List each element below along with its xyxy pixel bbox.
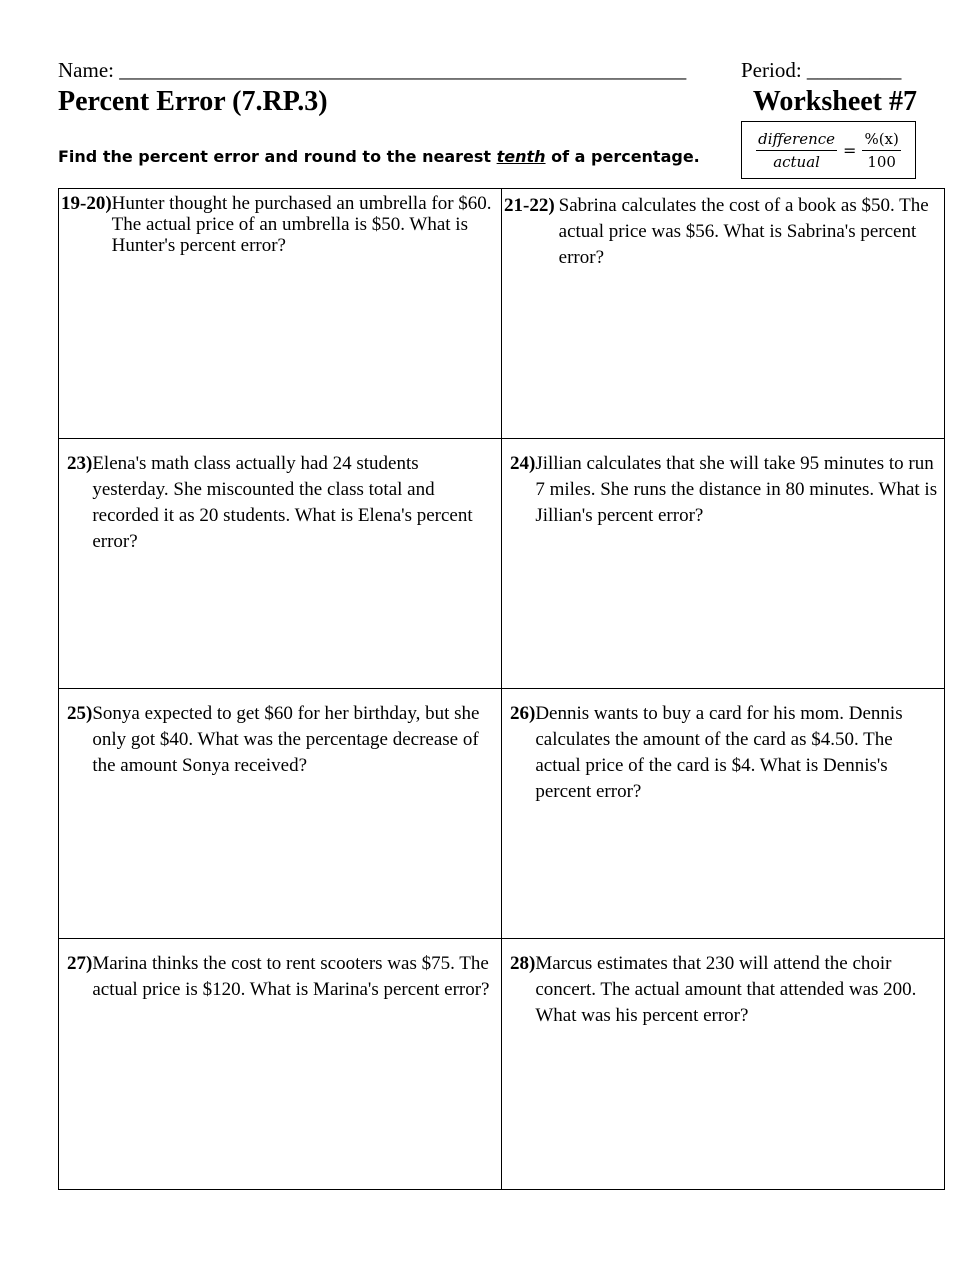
problem-text: Sabrina calculates the cost of a book as $50. The actual price was $56. What is Sabrina's percent error? bbox=[558, 195, 929, 268]
problem-number: 28) bbox=[510, 953, 536, 974]
problem-cell[interactable] bbox=[59, 689, 502, 939]
problem-item bbox=[67, 951, 495, 1003]
problem-grid bbox=[58, 188, 945, 1190]
problem-text: Marina thinks the cost to rent scooters was $75. The actual price is $120. What is Marina's percent error? bbox=[92, 953, 490, 1000]
problem-item bbox=[67, 451, 495, 555]
name-field-label: Name: ______________________________________________________ bbox=[58, 58, 687, 82]
right-denominator: 100 bbox=[867, 152, 896, 171]
problem-text: Hunter thought he purchased an umbrella for $60. The actual price of an umbrella is $50. What is Hunter's percent error? bbox=[111, 193, 492, 256]
problem-text: Dennis wants to buy a card for his mom. Dennis calculates the amount of the card as $4.50. The actual price of the card is $4. What is Dennis's percent error? bbox=[535, 703, 903, 802]
problem-number: 24) bbox=[510, 453, 536, 474]
problem-cell[interactable] bbox=[59, 939, 502, 1189]
problem-number: 23) bbox=[67, 453, 93, 474]
problem-cell[interactable] bbox=[502, 939, 944, 1189]
problem-cell[interactable] bbox=[502, 439, 944, 689]
problem-text: Elena's math class actually had 24 students yesterday. She miscounted the class total and recorded it as 20 students. What is Elena's percent error? bbox=[92, 453, 473, 552]
instructions-before: Find the percent error and round to the nearest bbox=[58, 147, 497, 166]
problem-text: Sonya expected to get $60 for her birthday, but she only got $40. What was the percentage decrease of the amount Sonya received? bbox=[92, 703, 480, 776]
problem-item bbox=[510, 701, 938, 805]
instructions bbox=[58, 147, 700, 166]
problem-item bbox=[61, 193, 495, 256]
right-numerator: %(x) bbox=[862, 130, 900, 151]
problem-cell[interactable] bbox=[502, 689, 944, 939]
problem-cell[interactable] bbox=[59, 189, 502, 439]
right-fraction bbox=[862, 130, 900, 171]
problem-number: 26) bbox=[510, 703, 536, 724]
period-field-label: Period: _________ bbox=[741, 58, 902, 82]
problem-number: 25) bbox=[67, 703, 93, 724]
page-title: Percent Error (7.RP.3) bbox=[58, 86, 328, 117]
problem-number: 27) bbox=[67, 953, 93, 974]
instructions-emphasis: tenth bbox=[496, 147, 546, 166]
equals-sign: = bbox=[843, 140, 857, 160]
worksheet-number: Worksheet #7 bbox=[752, 86, 917, 117]
problem-text: Marcus estimates that 230 will attend the choir concert. The actual amount that attended was 200. What was his percent error? bbox=[535, 953, 917, 1026]
left-fraction bbox=[756, 130, 837, 171]
left-numerator: difference bbox=[756, 130, 837, 151]
problem-number: 21-22) bbox=[504, 195, 555, 216]
formula-box bbox=[741, 121, 916, 179]
problem-item bbox=[504, 193, 938, 271]
problem-number: 19-20) bbox=[61, 193, 112, 214]
problem-item bbox=[510, 451, 938, 529]
problem-cell[interactable] bbox=[502, 189, 944, 439]
instructions-after: of a percentage. bbox=[545, 147, 700, 166]
left-denominator: actual bbox=[773, 152, 820, 171]
problem-text: Jillian calculates that she will take 95 minutes to run 7 miles. She runs the distance in 80 minutes. What is Jillian's percent error? bbox=[535, 453, 938, 526]
problem-item bbox=[67, 701, 495, 779]
problem-item bbox=[510, 951, 938, 1029]
problem-cell[interactable] bbox=[59, 439, 502, 689]
